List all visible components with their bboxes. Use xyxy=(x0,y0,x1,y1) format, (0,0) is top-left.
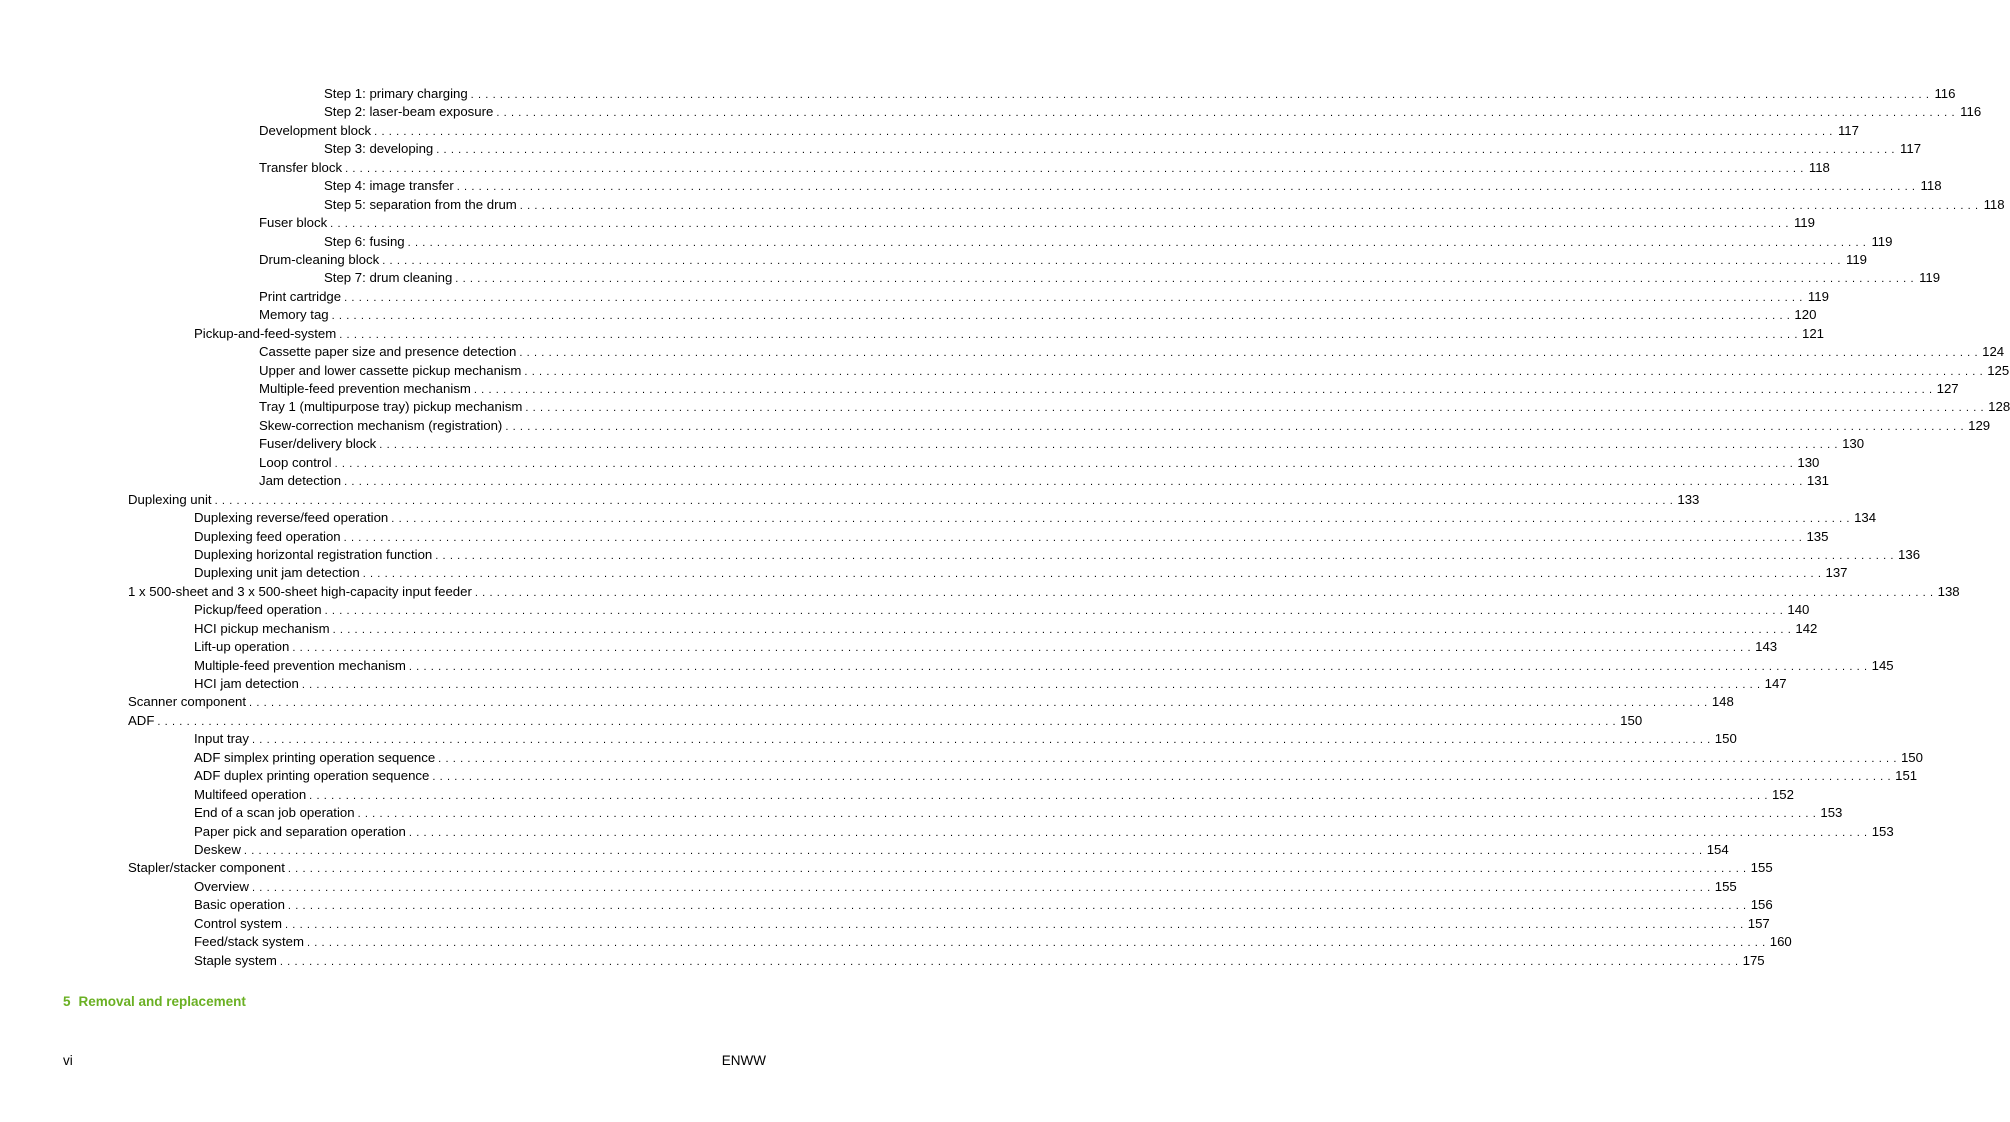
toc-entry-page: 160 xyxy=(1769,934,1792,950)
toc-entry-title: Pickup/feed operation xyxy=(194,602,322,618)
toc-entry[interactable] xyxy=(0,767,1918,785)
dot-leader: . . . . . . . . . . . . . . . . . . . . . . . . . . . . . . . . . . . . . . . . . . . . . . . . . . . . . . . . . . . . . . . . . . . . . . . . . . . . . . . . . . . . . . . . . . . . . . . . . . . . . . . . . . . . . . . . . . . . . . . . . . . . . . . . . . . . . . . . . . . . . . . . . . . . . . . . . . . . . . . . . . . . . . . . . . . . . . . . . . . . . . . . . . . . . . . . . . . . . . . . xyxy=(408,826,1868,839)
toc-entry[interactable] xyxy=(0,675,1787,693)
toc-entry[interactable] xyxy=(0,620,1818,638)
toc-entry[interactable] xyxy=(0,177,1942,195)
dot-leader: . . . . . . . . . . . . . . . . . . . . . . . . . . . . . . . . . . . . . . . . . . . . . . . . . . . . . . . . . . . . . . . . . . . . . . . . . . . . . . . . . . . . . . . . . . . . . . . . . . . . . . . . . . . . . . . . . . . . . . . . . . . . . . . . . . . . . . . . . . . . . . . . . . . . . . . . . . . . . . . . . . . . . . . . . . . . . . . . . . . . . . . . . . . . . . . . . . . . . . . . xyxy=(251,734,1711,747)
toc-entry-page: 150 xyxy=(1714,731,1737,747)
toc-entry[interactable] xyxy=(0,417,1991,435)
table-of-contents xyxy=(0,85,2010,970)
toc-entry-title: Step 1: primary charging xyxy=(324,86,468,101)
toc-entry-title: ADF xyxy=(128,712,155,728)
toc-entry[interactable] xyxy=(0,823,1894,841)
toc-entry-page: 140 xyxy=(1787,602,1810,618)
toc-entry[interactable] xyxy=(0,159,1830,177)
toc-entry-title: Feed/stack system xyxy=(194,934,304,950)
dot-leader: . . . . . . . . . . . . . . . . . . . . . . . . . . . . . . . . . . . . . . . . . . . . . . . . . . . . . . . . . . . . . . . . . . . . . . . . . . . . . . . . . . . . . . . . . . . . . . . . . . . . . . . . . . . . . . . . . . . . . . . . . . . . . . . . . . . . . . . . . . . . . . . . . . . . . . . . . . . . . . . . . . . . . . . . . . . . . . . . . . . . . . . . . . . . . . . . . . . . . . . . xyxy=(343,531,1803,544)
toc-entry-page: 119 xyxy=(1919,270,1941,286)
toc-entry-title: Step 4: image transfer xyxy=(324,178,454,194)
toc-entry-page: 145 xyxy=(1871,657,1894,673)
dot-leader: . . . . . . . . . . . . . . . . . . . . . . . . . . . . . . . . . . . . . . . . . . . . . . . . . . . . . . . . . . . . . . . . . . . . . . . . . . . . . . . . . . . . . . . . . . . . . . . . . . . . . . . . . . . . . . . . . . . . . . . . . . . . . . . . . . . . . . . . . . . . . . . . . . . . . . . . . . . . . . . . . . . . . . . . . . . . . . . . . . . . . . . . . . . . . . . . . . . . . . . . xyxy=(339,328,1799,341)
toc-entry[interactable] xyxy=(0,251,1868,269)
toc-entry-title: Deskew xyxy=(194,841,241,857)
toc-entry-page: 135 xyxy=(1806,528,1829,544)
dot-leader: . . . . . . . . . . . . . . . . . . . . . . . . . . . . . . . . . . . . . . . . . . . . . . . . . . . . . . . . . . . . . . . . . . . . . . . . . . . . . . . . . . . . . . . . . . . . . . . . . . . . . . . . . . . . . . . . . . . . . . . . . . . . . . . . . . . . . . . . . . . . . . . . . . . . . . . . . . . . . . . . . . . . . . . . . . . . . . . . . . . . . . . . . . . . . . . . . . . . . . . . xyxy=(344,476,1803,489)
chapter-number: 5 xyxy=(63,994,71,1009)
toc-entry-page: 142 xyxy=(1795,620,1818,636)
dot-leader: . . . . . . . . . . . . . . . . . . . . . . . . . . . . . . . . . . . . . . . . . . . . . . . . . . . . . . . . . . . . . . . . . . . . . . . . . . . . . . . . . . . . . . . . . . . . . . . . . . . . . . . . . . . . . . . . . . . . . . . . . . . . . . . . . . . . . . . . . . . . . . . . . . . . . . . . . . . . . . . . . . . . . . . . . . . . . . . . . . . . . . . . . . . . . . . . . . . . . . . . xyxy=(249,697,1708,710)
toc-entry-page: 130 xyxy=(1842,436,1865,452)
dot-leader: . . . . . . . . . . . . . . . . . . . . . . . . . . . . . . . . . . . . . . . . . . . . . . . . . . . . . . . . . . . . . . . . . . . . . . . . . . . . . . . . . . . . . . . . . . . . . . . . . . . . . . . . . . . . . . . . . . . . . . . . . . . . . . . . . . . . . . . . . . . . . . . . . . . . . . . . . . . . . . . . . . . . . . . . . . . . . . . . . . . . . . . . . . . . . . . . . . . . . . . . xyxy=(357,808,1817,821)
dot-leader: . . . . . . . . . . . . . . . . . . . . . . . . . . . . . . . . . . . . . . . . . . . . . . . . . . . . . . . . . . . . . . . . . . . . . . . . . . . . . . . . . . . . . . . . . . . . . . . . . . . . . . . . . . . . . . . . . . . . . . . . . . . . . . . . . . . . . . . . . . . . . . . . . . . . . . . . . . . . . . . . . . . . . . . . . . . . . . . . . . . . . . . . . . . . . . . . . . . . . . . . xyxy=(287,863,1747,876)
dot-leader: . . . . . . . . . . . . . . . . . . . . . . . . . . . . . . . . . . . . . . . . . . . . . . . . . . . . . . . . . . . . . . . . . . . . . . . . . . . . . . . . . . . . . . . . . . . . . . . . . . . . . . . . . . . . . . . . . . . . . . . . . . . . . . . . . . . . . . . . . . . . . . . . . . . . . . . . . . . . . . . . . . . . . . . . . . . . . . . . . . . . . . . . . . . . . . . . . . . . . . . . xyxy=(408,660,1868,673)
toc-entry-page: 148 xyxy=(1711,694,1734,710)
toc-entry-title: Step 7: drum cleaning xyxy=(324,270,453,286)
toc-entry-title: Development block xyxy=(259,122,372,138)
dot-leader: . . . . . . . . . . . . . . . . . . . . . . . . . . . . . . . . . . . . . . . . . . . . . . . . . . . . . . . . . . . . . . . . . . . . . . . . . . . . . . . . . . . . . . . . . . . . . . . . . . . . . . . . . . . . . . . . . . . . . . . . . . . . . . . . . . . . . . . . . . . . . . . . . . . . . . . . . . . . . . . . . . . . . . . . . . . . . . . . . . . . . . . . . . . . . . . . . . . . . . . . xyxy=(432,771,1892,784)
dot-leader: . . . . . . . . . . . . . . . . . . . . . . . . . . . . . . . . . . . . . . . . . . . . . . . . . . . . . . . . . . . . . . . . . . . . . . . . . . . . . . . . . . . . . . . . . . . . . . . . . . . . . . . . . . . . . . . . . . . . . . . . . . . . . . . . . . . . . . . . . . . . . . . . . . . . . . . . . . . . . . . . . . . . . . . . . . . . . . . . . . . . . . . . . . . . . . . . . . . . . . . . xyxy=(455,273,1915,286)
toc-entry[interactable] xyxy=(0,804,1843,822)
dot-leader: . . . . . . . . . . . . . . . . . . . . . . . . . . . . . . . . . . . . . . . . . . . . . . . . . . . . . . . . . . . . . . . . . . . . . . . . . . . . . . . . . . . . . . . . . . . . . . . . . . . . . . . . . . . . . . . . . . . . . . . . . . . . . . . . . . . . . . . . . . . . . . . . . . . . . . . . . . . . . . . . . . . . . . . . . . . . . . . . . . . . . . . . . . . . . . . . . . . . . . . . xyxy=(436,144,1896,157)
toc-entry[interactable] xyxy=(0,233,1893,251)
toc-entry[interactable] xyxy=(0,454,1820,472)
toc-entry-page: 133 xyxy=(1677,491,1700,507)
dot-leader: . . . . . . . . . . . . . . . . . . . . . . . . . . . . . . . . . . . . . . . . . . . . . . . . . . . . . . . . . . . . . . . . . . . . . . . . . . . . . . . . . . . . . . . . . . . . . . . . . . . . . . . . . . . . . . . . . . . . . . . . . . . . . . . . . . . . . . . . . . . . . . . . . . . . . . . . . . . . . . . . . . . . . . . . . . . . . . . . . . . . . . . . . . . . . . . . . . . . . . . . xyxy=(374,125,1833,138)
toc-entry-title: Duplexing horizontal registration function xyxy=(194,546,433,562)
toc-entry-page: 128 xyxy=(1988,399,2010,415)
toc-entry-page: 116 xyxy=(1960,104,1982,120)
toc-entry-title: Duplexing reverse/feed operation xyxy=(194,510,389,526)
dot-leader: . . . . . . . . . . . . . . . . . . . . . . . . . . . . . . . . . . . . . . . . . . . . . . . . . . . . . . . . . . . . . . . . . . . . . . . . . . . . . . . . . . . . . . . . . . . . . . . . . . . . . . . . . . . . . . . . . . . . . . . . . . . . . . . . . . . . . . . . . . . . . . . . . . . . . . . . . . . . . . . . . . . . . . . . . . . . . . . . . . . . . . . . . . . . . . . . . . . . . . . . xyxy=(284,918,1744,931)
toc-entry[interactable] xyxy=(0,859,1773,877)
toc-entry[interactable] xyxy=(0,214,1815,232)
toc-entry-page: 117 xyxy=(1837,122,1859,138)
toc-entry[interactable] xyxy=(0,196,2005,214)
toc-entry-title: Step 6: fusing xyxy=(324,233,405,249)
dot-leader: . . . . . . . . . . . . . . . . . . . . . . . . . . . . . . . . . . . . . . . . . . . . . . . . . . . . . . . . . . . . . . . . . . . . . . . . . . . . . . . . . . . . . . . . . . . . . . . . . . . . . . . . . . . . . . . . . . . . . . . . . . . . . . . . . . . . . . . . . . . . . . . . . . . . . . . . . . . . . . . . . . . . . . . . . . . . . . . . . . . . . . . . . . . . . . . . . . . . . . . . xyxy=(345,162,1804,175)
toc-entry-page: 147 xyxy=(1764,676,1787,691)
toc-entry-title: Skew-correction mechanism (registration) xyxy=(259,417,503,433)
toc-entry[interactable] xyxy=(0,952,1765,970)
toc-entry-page: 125 xyxy=(1987,362,2010,378)
toc-entry[interactable] xyxy=(0,509,1877,527)
dot-leader: . . . . . . . . . . . . . . . . . . . . . . . . . . . . . . . . . . . . . . . . . . . . . . . . . . . . . . . . . . . . . . . . . . . . . . . . . . . . . . . . . . . . . . . . . . . . . . . . . . . . . . . . . . . . . . . . . . . . . . . . . . . . . . . . . . . . . . . . . . . . . . . . . . . . . . . . . . . . . . . . . . . . . . . . . . . . . . . . . . . . . . . . . . . . . . . . . . . . . . . . xyxy=(524,365,1984,378)
toc-entry[interactable] xyxy=(0,657,1894,675)
toc-entry-page: 119 xyxy=(1845,251,1868,267)
toc-entry-title: Print cartridge xyxy=(259,288,342,304)
toc-entry-page: 118 xyxy=(1808,159,1830,175)
dot-leader: . . . . . . . . . . . . . . . . . . . . . . . . . . . . . . . . . . . . . . . . . . . . . . . . . . . . . . . . . . . . . . . . . . . . . . . . . . . . . . . . . . . . . . . . . . . . . . . . . . . . . . . . . . . . . . . . . . . . . . . . . . . . . . . . . . . . . . . . . . . . . . . . . . . . . . . . . . . . . . . . . . . . . . . . . . . . . . . . . . . . . . . . . . . . . . . . . . . . . . . . xyxy=(496,107,1956,120)
toc-entry-page: 130 xyxy=(1797,454,1820,470)
toc-entry[interactable] xyxy=(0,712,1643,730)
toc-entry-title: Step 2: laser-beam exposure xyxy=(324,104,494,120)
toc-entry-page: 116 xyxy=(1934,86,1956,101)
dot-leader: . . . . . . . . . . . . . . . . . . . . . . . . . . . . . . . . . . . . . . . . . . . . . . . . . . . . . . . . . . . . . . . . . . . . . . . . . . . . . . . . . . . . . . . . . . . . . . . . . . . . . . . . . . . . . . . . . . . . . . . . . . . . . . . . . . . . . . . . . . . . . . . . . . . . . . . . . . . . . . . . . . . . . . . . . . . . . . . . . . . . . . . . . . . . . . . . . . . . . . . . xyxy=(214,494,1674,507)
toc-entry-page: 137 xyxy=(1825,565,1848,581)
dot-leader: . . . . . . . . . . . . . . . . . . . . . . . . . . . . . . . . . . . . . . . . . . . . . . . . . . . . . . . . . . . . . . . . . . . . . . . . . . . . . . . . . . . . . . . . . . . . . . . . . . . . . . . . . . . . . . . . . . . . . . . . . . . . . . . . . . . . . . . . . . . . . . . . . . . . . . . . . . . . . . . . . . . . . . . . . . . . . . . . . . . . . . . . . . . . . . . . . . . . . . . . xyxy=(330,218,1789,231)
dot-leader: . . . . . . . . . . . . . . . . . . . . . . . . . . . . . . . . . . . . . . . . . . . . . . . . . . . . . . . . . . . . . . . . . . . . . . . . . . . . . . . . . . . . . . . . . . . . . . . . . . . . . . . . . . . . . . . . . . . . . . . . . . . . . . . . . . . . . . . . . . . . . . . . . . . . . . . . . . . . . . . . . . . . . . . . . . . . . . . . . . . . . . . . . . . . . . . . . . . . . . . . xyxy=(344,291,1803,304)
dot-leader: . . . . . . . . . . . . . . . . . . . . . . . . . . . . . . . . . . . . . . . . . . . . . . . . . . . . . . . . . . . . . . . . . . . . . . . . . . . . . . . . . . . . . . . . . . . . . . . . . . . . . . . . . . . . . . . . . . . . . . . . . . . . . . . . . . . . . . . . . . . . . . . . . . . . . . . . . . . . . . . . . . . . . . . . . . . . . . . . . . . . . . . . . . . . . . . . . . . . . . . . xyxy=(287,900,1747,913)
toc-entry-title: Input tray xyxy=(194,731,249,747)
toc-entry-title: Staple system xyxy=(194,952,277,968)
toc-entry-page: 124 xyxy=(1982,344,2005,360)
toc-entry[interactable] xyxy=(0,306,1817,324)
toc-entry-title: Lift-up operation xyxy=(194,639,290,655)
toc-entry[interactable] xyxy=(0,325,1825,343)
toc-entry[interactable] xyxy=(0,786,1794,804)
toc-entry[interactable] xyxy=(0,638,1778,656)
dot-leader: . . . . . . . . . . . . . . . . . . . . . . . . . . . . . . . . . . . . . . . . . . . . . . . . . . . . . . . . . . . . . . . . . . . . . . . . . . . . . . . . . . . . . . . . . . . . . . . . . . . . . . . . . . . . . . . . . . . . . . . . . . . . . . . . . . . . . . . . . . . . . . . . . . . . . . . . . . . . . . . . . . . . . . . . . . . . . . . . . . . . . . . . . . . . . . . . . . . . . . . . xyxy=(324,605,1784,618)
dot-leader: . . . . . . . . . . . . . . . . . . . . . . . . . . . . . . . . . . . . . . . . . . . . . . . . . . . . . . . . . . . . . . . . . . . . . . . . . . . . . . . . . . . . . . . . . . . . . . . . . . . . . . . . . . . . . . . . . . . . . . . . . . . . . . . . . . . . . . . . . . . . . . . . . . . . . . . . . . . . . . . . . . . . . . . . . . . . . . . . . . . . . . . . . . . . . . . . . . . . . . . . xyxy=(519,347,1979,360)
toc-entry[interactable] xyxy=(0,269,1941,287)
toc-entry-title: Duplexing unit jam detection xyxy=(194,565,360,581)
dot-leader: . . . . . . . . . . . . . . . . . . . . . . . . . . . . . . . . . . . . . . . . . . . . . . . . . . . . . . . . . . . . . . . . . . . . . . . . . . . . . . . . . . . . . . . . . . . . . . . . . . . . . . . . . . . . . . . . . . . . . . . . . . . . . . . . . . . . . . . . . . . . . . . . . . . . . . . . . . . . . . . . . . . . . . . . . . . . . . . . . . . . . . . . . . . . . . . . . . . . . . . . xyxy=(505,420,1965,433)
footer-doc-id: ENWW xyxy=(721,1053,766,1068)
toc-entry[interactable] xyxy=(0,564,1848,582)
toc-entry-page: 136 xyxy=(1898,546,1921,562)
toc-entry-page: 119 xyxy=(1807,288,1829,304)
toc-entry-title: Cassette paper size and presence detection xyxy=(259,344,517,360)
toc-entry-page: 152 xyxy=(1771,786,1794,802)
dot-leader: . . . . . . . . . . . . . . . . . . . . . . . . . . . . . . . . . . . . . . . . . . . . . . . . . . . . . . . . . . . . . . . . . . . . . . . . . . . . . . . . . . . . . . . . . . . . . . . . . . . . . . . . . . . . . . . . . . . . . . . . . . . . . . . . . . . . . . . . . . . . . . . . . . . . . . . . . . . . . . . . . . . . . . . . . . . . . . . . . . . . . . . . . . . . . . . . . . . . . . . . xyxy=(379,439,1839,452)
toc-entry-title: Control system xyxy=(194,915,282,931)
toc-entry-title: ADF simplex printing operation sequence xyxy=(194,749,436,765)
toc-entry-page: 121 xyxy=(1802,325,1825,341)
toc-entry[interactable] xyxy=(0,749,1923,767)
toc-entry-page: 155 xyxy=(1714,878,1737,894)
toc-entry-page: 127 xyxy=(1936,381,1959,396)
dot-leader: . . . . . . . . . . . . . . . . . . . . . . . . . . . . . . . . . . . . . . . . . . . . . . . . . . . . . . . . . . . . . . . . . . . . . . . . . . . . . . . . . . . . . . . . . . . . . . . . . . . . . . . . . . . . . . . . . . . . . . . . . . . . . . . . . . . . . . . . . . . . . . . . . . . . . . . . . . . . . . . . . . . . . . . . . . . . . . . . . . . . . . . . . . . . . . . . . . . . . . . . xyxy=(407,236,1867,249)
toc-entry-page: 143 xyxy=(1755,639,1778,655)
dot-leader: . . . . . . . . . . . . . . . . . . . . . . . . . . . . . . . . . . . . . . . . . . . . . . . . . . . . . . . . . . . . . . . . . . . . . . . . . . . . . . . . . . . . . . . . . . . . . . . . . . . . . . . . . . . . . . . . . . . . . . . . . . . . . . . . . . . . . . . . . . . . . . . . . . . . . . . . . . . . . . . . . . . . . . . . . . . . . . . . . . . . . . . . . . . . . . . . . . . . . . . . xyxy=(438,752,1897,765)
dot-leader: . . . . . . . . . . . . . . . . . . . . . . . . . . . . . . . . . . . . . . . . . . . . . . . . . . . . . . . . . . . . . . . . . . . . . . . . . . . . . . . . . . . . . . . . . . . . . . . . . . . . . . . . . . . . . . . . . . . . . . . . . . . . . . . . . . . . . . . . . . . . . . . . . . . . . . . . . . . . . . . . . . . . . . . . . . . . . . . . . . . . . . . . . . . . . . . . . . . . . . . . xyxy=(334,457,1794,470)
toc-entry-title: Scanner component xyxy=(128,694,247,710)
toc-entry-title: Jam detection xyxy=(259,473,342,489)
dot-leader: . . . . . . . . . . . . . . . . . . . . . . . . . . . . . . . . . . . . . . . . . . . . . . . . . . . . . . . . . . . . . . . . . . . . . . . . . . . . . . . . . . . . . . . . . . . . . . . . . . . . . . . . . . . . . . . . . . . . . . . . . . . . . . . . . . . . . . . . . . . . . . . . . . . . . . . . . . . . . . . . . . . . . . . . . . . . . . . . . . . . . . . . . . . . . . . . . . . . . . . . xyxy=(519,199,1979,212)
toc-entry[interactable] xyxy=(0,122,1859,140)
dot-leader: . . . . . . . . . . . . . . . . . . . . . . . . . . . . . . . . . . . . . . . . . . . . . . . . . . . . . . . . . . . . . . . . . . . . . . . . . . . . . . . . . . . . . . . . . . . . . . . . . . . . . . . . . . . . . . . . . . . . . . . . . . . . . . . . . . . . . . . . . . . . . . . . . . . . . . . . . . . . . . . . . . . . . . . . . . . . . . . . . . . . . . . . . . . . . . . . . . . . . . . . xyxy=(251,881,1711,894)
toc-entry[interactable] xyxy=(0,841,1729,859)
toc-entry-title: Transfer block xyxy=(259,159,343,175)
dot-leader: . . . . . . . . . . . . . . . . . . . . . . . . . . . . . . . . . . . . . . . . . . . . . . . . . . . . . . . . . . . . . . . . . . . . . . . . . . . . . . . . . . . . . . . . . . . . . . . . . . . . . . . . . . . . . . . . . . . . . . . . . . . . . . . . . . . . . . . . . . . . . . . . . . . . . . . . . . . . . . . . . . . . . . . . . . . . . . . . . . . . . . . . . . . . . . . . . . . . . . . . xyxy=(279,955,1739,968)
toc-entry-page: 151 xyxy=(1895,768,1918,784)
dot-leader: . . . . . . . . . . . . . . . . . . . . . . . . . . . . . . . . . . . . . . . . . . . . . . . . . . . . . . . . . . . . . . . . . . . . . . . . . . . . . . . . . . . . . . . . . . . . . . . . . . . . . . . . . . . . . . . . . . . . . . . . . . . . . . . . . . . . . . . . . . . . . . . . . . . . . . . . . . . . . . . . . . . . . . . . . . . . . . . . . . . . . . . . . . . . . . . . . . . . . . . . xyxy=(435,549,1895,562)
toc-entry-page: 156 xyxy=(1750,897,1773,913)
chapter-title: Removal and replacement xyxy=(78,994,246,1009)
toc-entry-page: 153 xyxy=(1871,823,1894,839)
dot-leader: . . . . . . . . . . . . . . . . . . . . . . . . . . . . . . . . . . . . . . . . . . . . . . . . . . . . . . . . . . . . . . . . . . . . . . . . . . . . . . . . . . . . . . . . . . . . . . . . . . . . . . . . . . . . . . . . . . . . . . . . . . . . . . . . . . . . . . . . . . . . . . . . . . . . . . . . . . . . . . . . . . . . . . . . . . . . . . . . . . . . . . . . . . . . . . . . . . . . . . . . xyxy=(362,568,1822,581)
toc-entry-title: Upper and lower cassette pickup mechanism xyxy=(259,362,522,378)
toc-entry-title: Basic operation xyxy=(194,897,285,913)
dot-leader: . . . . . . . . . . . . . . . . . . . . . . . . . . . . . . . . . . . . . . . . . . . . . . . . . . . . . . . . . . . . . . . . . . . . . . . . . . . . . . . . . . . . . . . . . . . . . . . . . . . . . . . . . . . . . . . . . . . . . . . . . . . . . . . . . . . . . . . . . . . . . . . . . . . . . . . . . . . . . . . . . . . . . . . . . . . . . . . . . . . . . . . . . . . . . . . . . . . . . . . . xyxy=(391,513,1851,526)
toc-entry[interactable] xyxy=(0,398,2010,416)
toc-entry-page: 118 xyxy=(1983,196,2005,212)
toc-entry[interactable] xyxy=(0,380,1959,398)
dot-leader: . . . . . . . . . . . . . . . . . . . . . . . . . . . . . . . . . . . . . . . . . . . . . . . . . . . . . . . . . . . . . . . . . . . . . . . . . . . . . . . . . . . . . . . . . . . . . . . . . . . . . . . . . . . . . . . . . . . . . . . . . . . . . . . . . . . . . . . . . . . . . . . . . . . . . . . . . . . . . . . . . . . . . . . . . . . . . . . . . . . . . . . . . . . . . . . . . . . . . . . . xyxy=(382,254,1842,267)
toc-entry-page: 131 xyxy=(1806,473,1829,489)
toc-entry[interactable] xyxy=(0,103,1982,121)
dot-leader: . . . . . . . . . . . . . . . . . . . . . . . . . . . . . . . . . . . . . . . . . . . . . . . . . . . . . . . . . . . . . . . . . . . . . . . . . . . . . . . . . . . . . . . . . . . . . . . . . . . . . . . . . . . . . . . . . . . . . . . . . . . . . . . . . . . . . . . . . . . . . . . . . . . . . . . . . . . . . . . . . . . . . . . . . . . . . . . . . . . . . . . . . . . . . . . . . . . . . . . . xyxy=(332,623,1792,636)
toc-entry-title: End of a scan job operation xyxy=(194,805,355,821)
toc-entry-title: HCI jam detection xyxy=(194,676,299,691)
toc-entry-page: 119 xyxy=(1871,233,1893,249)
toc-entry-page: 155 xyxy=(1750,860,1773,876)
toc-entry-title: Memory tag xyxy=(259,307,329,323)
toc-entry-title: Step 5: separation from the drum xyxy=(324,196,517,212)
toc-entry-page: 118 xyxy=(1920,178,1942,194)
toc-entry-title: Loop control xyxy=(259,454,332,470)
toc-entry[interactable] xyxy=(0,933,1792,951)
toc-entry[interactable] xyxy=(0,546,1921,564)
toc-entry-page: 120 xyxy=(1794,307,1817,323)
dot-leader: . . . . . . . . . . . . . . . . . . . . . . . . . . . . . . . . . . . . . . . . . . . . . . . . . . . . . . . . . . . . . . . . . . . . . . . . . . . . . . . . . . . . . . . . . . . . . . . . . . . . . . . . . . . . . . . . . . . . . . . . . . . . . . . . . . . . . . . . . . . . . . . . . . . . . . . . . . . . . . . . . . . . . . . . . . . . . . . . . . . . . . . . . . . . . . . . . . . . . . . . xyxy=(309,789,1768,802)
toc-entry[interactable] xyxy=(0,601,1810,619)
toc-entry[interactable] xyxy=(0,288,1829,306)
dot-leader: . . . . . . . . . . . . . . . . . . . . . . . . . . . . . . . . . . . . . . . . . . . . . . . . . . . . . . . . . . . . . . . . . . . . . . . . . . . . . . . . . . . . . . . . . . . . . . . . . . . . . . . . . . . . . . . . . . . . . . . . . . . . . . . . . . . . . . . . . . . . . . . . . . . . . . . . . . . . . . . . . . . . . . . . . . . . . . . . . . . . . . . . . . . . . . . . . . . . . . . . xyxy=(157,715,1617,728)
toc-entry-title: Step 3: developing xyxy=(324,141,434,157)
toc-entry-page: 138 xyxy=(1937,583,1960,599)
toc-entry-title: Stapler/stacker component xyxy=(128,860,285,876)
toc-entry-title: Multiple-feed prevention mechanism xyxy=(194,657,406,673)
toc-entry-page: 157 xyxy=(1747,915,1770,931)
toc-entry-title: 1 x 500-sheet and 3 x 500-sheet high-capacity input feeder xyxy=(128,583,472,599)
toc-entry[interactable] xyxy=(0,85,1956,103)
toc-entry[interactable] xyxy=(0,140,1922,158)
toc-entry[interactable] xyxy=(0,693,1734,711)
toc-entry-page: 119 xyxy=(1793,215,1815,231)
toc-entry[interactable] xyxy=(0,730,1737,748)
toc-entry[interactable] xyxy=(0,528,1829,546)
dot-leader: . . . . . . . . . . . . . . . . . . . . . . . . . . . . . . . . . . . . . . . . . . . . . . . . . . . . . . . . . . . . . . . . . . . . . . . . . . . . . . . . . . . . . . . . . . . . . . . . . . . . . . . . . . . . . . . . . . . . . . . . . . . . . . . . . . . . . . . . . . . . . . . . . . . . . . . . . . . . . . . . . . . . . . . . . . . . . . . . . . . . . . . . . . . . . . . . . . . . . . . . xyxy=(306,937,1766,950)
footer-page-number: vi xyxy=(63,1053,73,1068)
toc-entry-page: 117 xyxy=(1900,141,1922,157)
toc-entry-title: Multiple-feed prevention mechanism xyxy=(259,381,471,396)
dot-leader: . . . . . . . . . . . . . . . . . . . . . . . . . . . . . . . . . . . . . . . . . . . . . . . . . . . . . . . . . . . . . . . . . . . . . . . . . . . . . . . . . . . . . . . . . . . . . . . . . . . . . . . . . . . . . . . . . . . . . . . . . . . . . . . . . . . . . . . . . . . . . . . . . . . . . . . . . . . . . . . . . . . . . . . . . . . . . . . . . . . . . . . . . . . . . . . . . . . . . . . . xyxy=(474,586,1934,599)
toc-entry-page: 150 xyxy=(1620,712,1643,728)
dot-leader: . . . . . . . . . . . . . . . . . . . . . . . . . . . . . . . . . . . . . . . . . . . . . . . . . . . . . . . . . . . . . . . . . . . . . . . . . . . . . . . . . . . . . . . . . . . . . . . . . . . . . . . . . . . . . . . . . . . . . . . . . . . . . . . . . . . . . . . . . . . . . . . . . . . . . . . . . . . . . . . . . . . . . . . . . . . . . . . . . . . . . . . . . . . . . . . . . . . . . . . . xyxy=(473,384,1933,396)
toc-entry-title: Duplexing feed operation xyxy=(194,528,341,544)
toc-entry-page: 150 xyxy=(1900,749,1923,765)
chapter-heading[interactable] xyxy=(63,994,246,1009)
dot-leader: . . . . . . . . . . . . . . . . . . . . . . . . . . . . . . . . . . . . . . . . . . . . . . . . . . . . . . . . . . . . . . . . . . . . . . . . . . . . . . . . . . . . . . . . . . . . . . . . . . . . . . . . . . . . . . . . . . . . . . . . . . . . . . . . . . . . . . . . . . . . . . . . . . . . . . . . . . . . . . . . . . . . . . . . . . . . . . . . . . . . . . . . . . . . . . . . . . . . . . . . xyxy=(301,679,1761,691)
toc-entry[interactable] xyxy=(0,343,2005,361)
toc-entry-page: 153 xyxy=(1820,805,1843,821)
toc-entry-page: 134 xyxy=(1854,510,1877,526)
dot-leader: . . . . . . . . . . . . . . . . . . . . . . . . . . . . . . . . . . . . . . . . . . . . . . . . . . . . . . . . . . . . . . . . . . . . . . . . . . . . . . . . . . . . . . . . . . . . . . . . . . . . . . . . . . . . . . . . . . . . . . . . . . . . . . . . . . . . . . . . . . . . . . . . . . . . . . . . . . . . . . . . . . . . . . . . . . . . . . . . . . . . . . . . . . . . . . . . . . . . . . . . xyxy=(470,89,1930,101)
toc-entry-title: Fuser block xyxy=(259,215,328,231)
toc-entry-page: 175 xyxy=(1742,952,1765,968)
toc-entry[interactable] xyxy=(0,362,2010,380)
toc-entry-title: Multifeed operation xyxy=(194,786,307,802)
toc-entry-title: ADF duplex printing operation sequence xyxy=(194,768,430,784)
toc-entry[interactable] xyxy=(0,896,1773,914)
toc-entry-title: HCI pickup mechanism xyxy=(194,620,330,636)
toc-entry[interactable] xyxy=(0,472,1829,490)
toc-entry[interactable] xyxy=(0,583,1960,601)
toc-entry[interactable] xyxy=(0,491,1700,509)
dot-leader: . . . . . . . . . . . . . . . . . . . . . . . . . . . . . . . . . . . . . . . . . . . . . . . . . . . . . . . . . . . . . . . . . . . . . . . . . . . . . . . . . . . . . . . . . . . . . . . . . . . . . . . . . . . . . . . . . . . . . . . . . . . . . . . . . . . . . . . . . . . . . . . . . . . . . . . . . . . . . . . . . . . . . . . . . . . . . . . . . . . . . . . . . . . . . . . . . . . . . . . . xyxy=(292,642,1752,655)
dot-leader: . . . . . . . . . . . . . . . . . . . . . . . . . . . . . . . . . . . . . . . . . . . . . . . . . . . . . . . . . . . . . . . . . . . . . . . . . . . . . . . . . . . . . . . . . . . . . . . . . . . . . . . . . . . . . . . . . . . . . . . . . . . . . . . . . . . . . . . . . . . . . . . . . . . . . . . . . . . . . . . . . . . . . . . . . . . . . . . . . . . . . . . . . . . . . . . . . . . . . . . . xyxy=(331,310,1791,323)
toc-entry-title: Tray 1 (multipurpose tray) pickup mechanism xyxy=(259,399,523,415)
toc-entry-title: Fuser/delivery block xyxy=(259,436,377,452)
toc-entry-page: 129 xyxy=(1968,417,1991,433)
dot-leader: . . . . . . . . . . . . . . . . . . . . . . . . . . . . . . . . . . . . . . . . . . . . . . . . . . . . . . . . . . . . . . . . . . . . . . . . . . . . . . . . . . . . . . . . . . . . . . . . . . . . . . . . . . . . . . . . . . . . . . . . . . . . . . . . . . . . . . . . . . . . . . . . . . . . . . . . . . . . . . . . . . . . . . . . . . . . . . . . . . . . . . . . . . . . . . . . . . . . . . . . xyxy=(456,181,1916,194)
toc-entry[interactable] xyxy=(0,878,1737,896)
toc-entry-title: Pickup-and-feed-system xyxy=(194,325,337,341)
toc-entry-title: Overview xyxy=(194,878,249,894)
toc-entry-page: 154 xyxy=(1706,841,1729,857)
toc-entry[interactable] xyxy=(0,435,1865,453)
toc-entry-title: Duplexing unit xyxy=(128,491,212,507)
toc-entry[interactable] xyxy=(0,915,1770,933)
toc-entry-title: Paper pick and separation operation xyxy=(194,823,406,839)
toc-entry-title: Drum-cleaning block xyxy=(259,251,380,267)
dot-leader: . . . . . . . . . . . . . . . . . . . . . . . . . . . . . . . . . . . . . . . . . . . . . . . . . . . . . . . . . . . . . . . . . . . . . . . . . . . . . . . . . . . . . . . . . . . . . . . . . . . . . . . . . . . . . . . . . . . . . . . . . . . . . . . . . . . . . . . . . . . . . . . . . . . . . . . . . . . . . . . . . . . . . . . . . . . . . . . . . . . . . . . . . . . . . . . . . . . . . . . . xyxy=(525,402,1985,415)
dot-leader: . . . . . . . . . . . . . . . . . . . . . . . . . . . . . . . . . . . . . . . . . . . . . . . . . . . . . . . . . . . . . . . . . . . . . . . . . . . . . . . . . . . . . . . . . . . . . . . . . . . . . . . . . . . . . . . . . . . . . . . . . . . . . . . . . . . . . . . . . . . . . . . . . . . . . . . . . . . . . . . . . . . . . . . . . . . . . . . . . . . . . . . . . . . . . . . . . . . . . . . . xyxy=(243,844,1703,857)
